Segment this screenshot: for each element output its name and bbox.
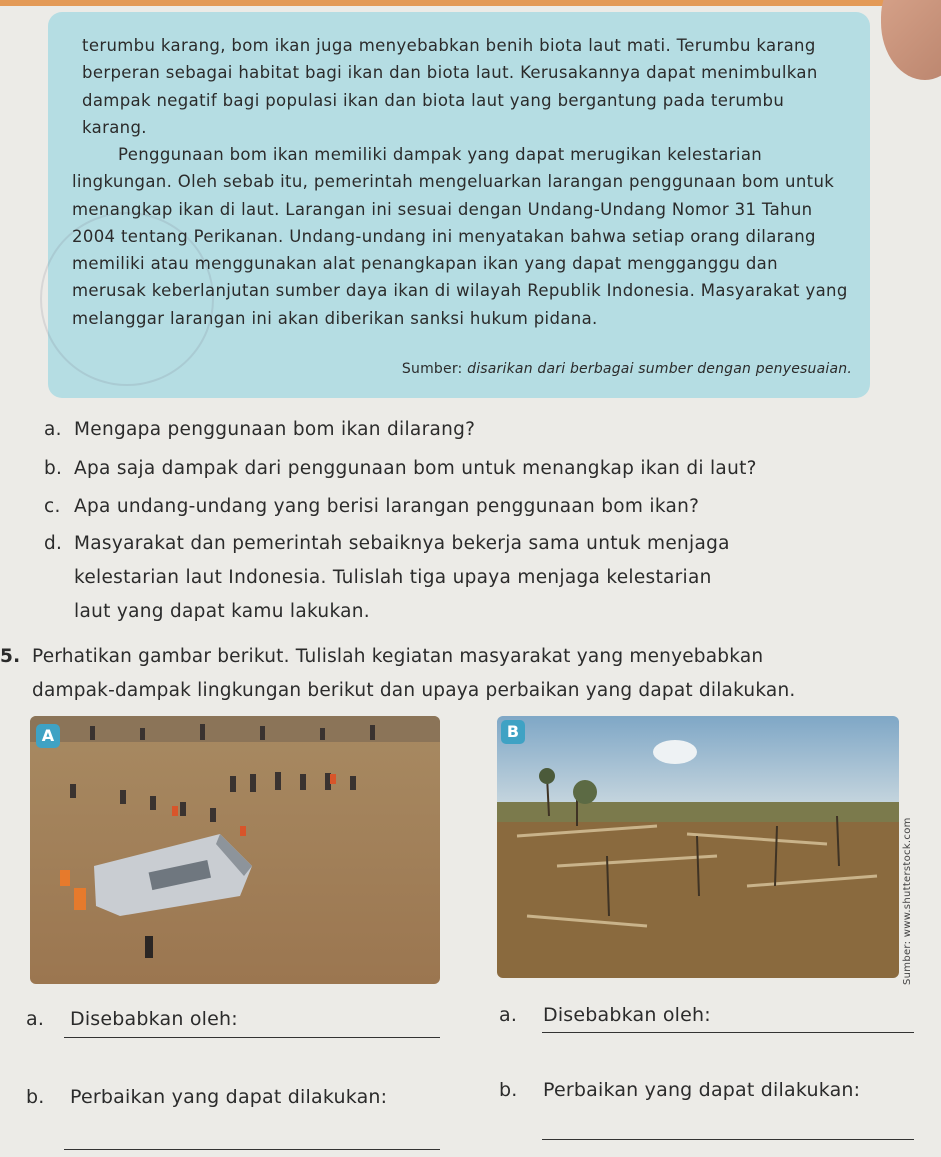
passage-paragraph-2 (72, 141, 852, 332)
question-text: Mengapa penggunaan bom ikan dilarang? (74, 419, 476, 440)
answer-letter: b. (26, 1086, 45, 1108)
answer-b-fix-left (26, 1086, 387, 1108)
question-text-line2: kelestarian laut Indonesia. Tulislah tiga upaya menjaga kelestarian (74, 567, 712, 588)
question-text: Apa saja dampak dari penggunaan bom untuk menangkap ikan di laut? (74, 458, 757, 479)
question-d (44, 527, 730, 629)
reading-passage-box (48, 12, 870, 398)
answer-letter: b. (499, 1079, 518, 1101)
source-lead: Sumber: (401, 361, 468, 377)
photo-credit: Sumber: www.shutterstock.com (902, 817, 913, 985)
answer-label: Disebabkan oleh: (70, 1008, 238, 1030)
photo-b-label: B (501, 720, 525, 744)
answer-a-cause-left (26, 1008, 238, 1030)
answer-line-a-right[interactable] (542, 1032, 914, 1033)
answer-letter: a. (26, 1008, 45, 1030)
question-c (44, 490, 699, 524)
passage-paragraph-2-text: Penggunaan bom ikan memiliki dampak yang dapat merugikan kelestarian lingkungan. Oleh sebab itu, pemerintah mengeluarkan larangan penggunaan bom untuk menangkap ikan di laut. Larangan ini sesuai dengan Undang-Undang Nomor 31 Tahun 2004 tentang Perikanan. Undang-undang ini menyatakan bahwa setiap orang dilarang memiliki atau menggunakan alat penangkapan ikan yang dapat mengganggu dan merusak keberlanjutan sumber daya ikan di wilayah Republik Indonesia. Masyarakat yang melanggar larangan ini akan diberikan sanksi hukum pidana. (72, 145, 848, 328)
deforestation-illustration (497, 716, 899, 978)
flood-illustration (30, 716, 440, 984)
question-text-line3: laut yang dapat kamu lakukan. (74, 601, 370, 622)
question-letter: a. (44, 419, 62, 440)
task-number: 5. (0, 646, 21, 667)
task-line2: dampak-dampak lingkungan berikut dan upaya perbaikan yang dapat dilakukan. (32, 680, 796, 701)
answer-a-cause-right (499, 1004, 711, 1026)
deforestation-photo (497, 716, 899, 978)
question-letter: d. (44, 533, 63, 554)
answer-label: Perbaikan yang dapat dilakukan: (543, 1079, 861, 1101)
source-text: disarikan dari berbagai sumber dengan penyesuaian. (467, 361, 852, 377)
answer-b-fix-right (499, 1079, 860, 1101)
photo-a-label: A (36, 724, 60, 748)
question-letter: b. (44, 458, 63, 479)
page-top-edge (0, 0, 941, 6)
finger-photo-artifact (881, 0, 941, 80)
task-5 (0, 640, 941, 708)
question-letter: c. (44, 496, 61, 517)
question-b (44, 452, 757, 486)
question-text: Apa undang-undang yang berisi larangan penggunaan bom ikan? (74, 496, 700, 517)
answer-label: Disebabkan oleh: (543, 1004, 711, 1026)
answer-label: Perbaikan yang dapat dilakukan: (70, 1086, 388, 1108)
answer-line-b-right[interactable] (542, 1139, 914, 1140)
question-text-line1: Masyarakat dan pemerintah sebaiknya bekerja sama untuk menjaga (74, 533, 730, 554)
question-a (44, 413, 475, 447)
answer-line-a-left[interactable] (64, 1037, 440, 1038)
answer-letter: a. (499, 1004, 518, 1026)
passage-paragraph-1: terumbu karang, bom ikan juga menyebabkan benih biota laut mati. Terumbu karang berperan sebagai habitat bagi ikan dan biota laut. Kerusakannya dapat menimbulkan dampak negatif bagi populasi ikan dan biota laut yang bergantung pada terumbu karang. (82, 36, 818, 137)
flood-photo (30, 716, 440, 984)
passage-source (402, 361, 852, 377)
answer-line-b-left[interactable] (64, 1149, 440, 1150)
task-line1: Perhatikan gambar berikut. Tulislah kegiatan masyarakat yang menyebabkan (32, 646, 764, 667)
